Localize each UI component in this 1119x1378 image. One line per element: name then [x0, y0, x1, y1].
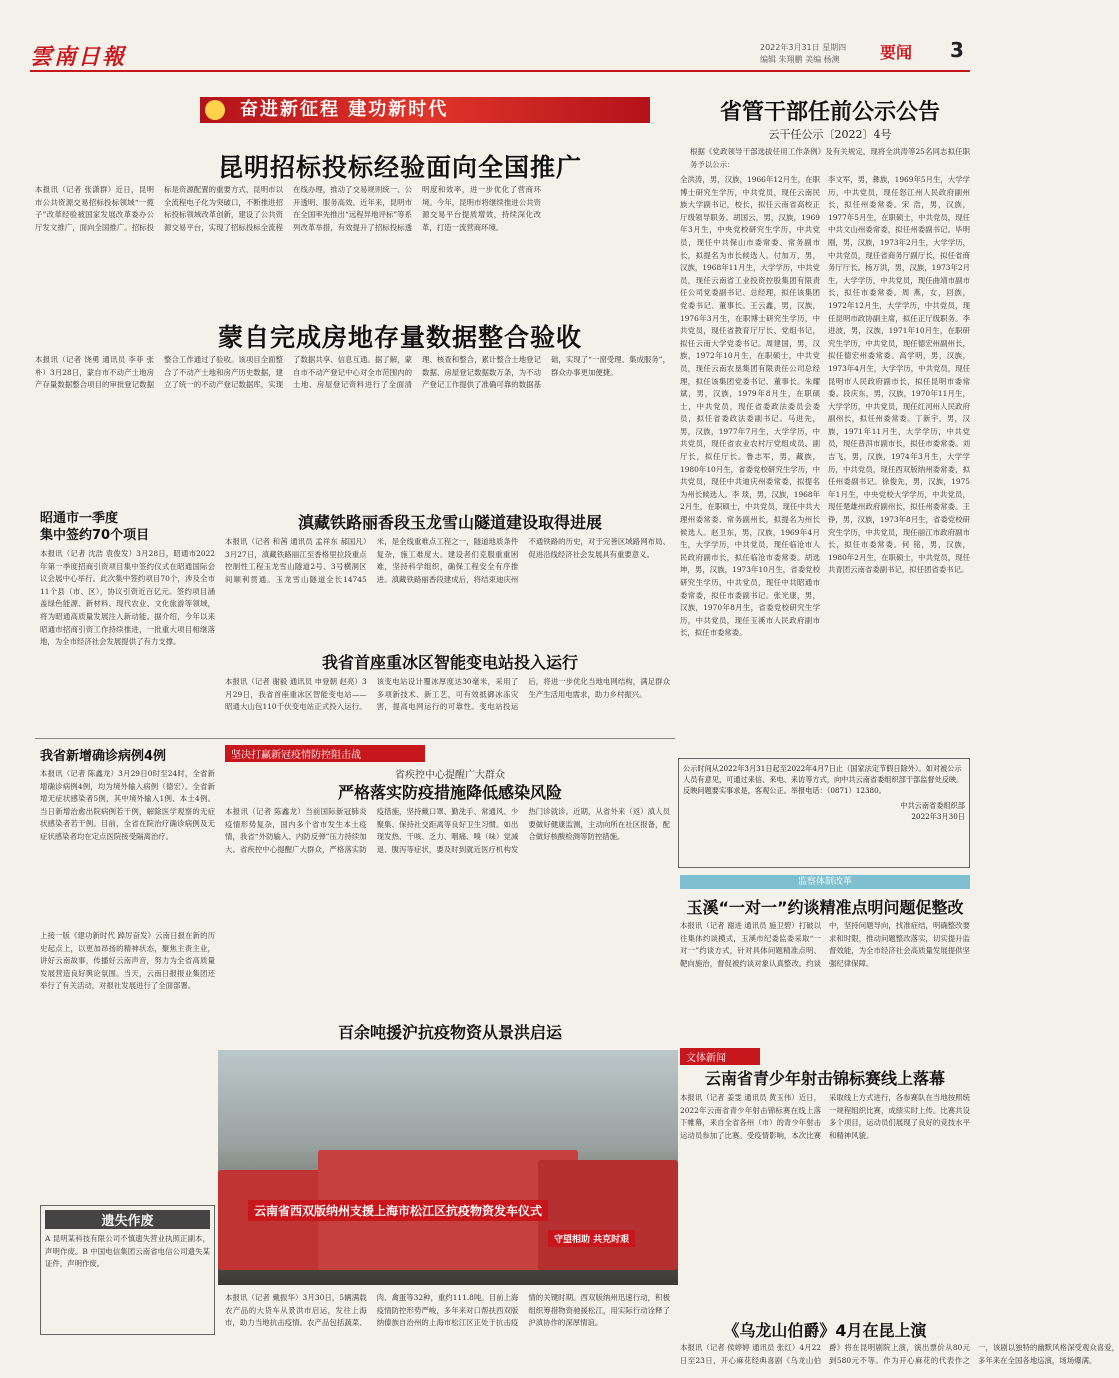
article-headline-shooting: 云南省青少年射击锦标赛线上落幕: [704, 1069, 945, 1088]
article-body-covid-cases: 本报讯（记者 陈鑫龙）3月29日0时至24时，全省新增确诊病例4例，均为境外输入病例（德宏）。全省新增无症状感染者5例，其中境外输入1例、本土4例。当日新增治愈出院病例若干例，解除医学观察的无症状感染者若干例。目前，全省在院治疗确诊病例及无症状感染者均在定点医院接受隔离治疗。: [40, 769, 215, 841]
section-label: 要闻: [880, 43, 913, 62]
supervision-tag: 监察体制改革: [680, 875, 970, 889]
article-body-aid: 本报讯（记者 戴振华）3月30日，5辆满载农产品的大货车从景洪市启运，发往上海市，助力当地抗击疫情。农产品包括蔬菜、肉、禽蛋等32种，重约111.8吨。目前上海疫情防控形势严峻，多年来对口帮扶西双版纳傣族自治州的上海市松江区正处于抗击疫情的关键时期。西双版纳州迅速行动，积极组织筹措物资驰援松江，用实际行动诠释了沪滇协作的深厚情谊。: [225, 1293, 670, 1328]
announcement-title: 省管干部任前公示公告: [719, 100, 940, 125]
section-divider: [35, 738, 675, 739]
announcement-column-1: 全洪涛，男，汉族，1966年12月生，在职博士研究生学历，中共党员，现任云南民族大学副书记，校长，拟任云南省高校正厅级领导职务。胡国云，男，汉族，1969年3月生，中央党校研究生学历，中共党员，现任中共保山市委常委、常务副市长，拟提名为市长候选人。付加万，男，汉族，1968年11月生，大学学历，中共党员，现任云南省工业投资控股集团有限责任公司党委副书记、总经理，拟任该集团党委书记、董事长。王云鑫，男，汉族，1976年3月生，在职博士研究生学历，中共党员，现任省教育厅厅长、党组书记，拟任云南大学党委书记。周建国，男，汉族，1972年10月生，在职硕士，中共党员，现任云南农垦集团有限责任公司总经理，拟任该集团党委书记、董事长。朱耀斌，男，汉族，1979年8月生，在职硕士，中共党员，现任省委政法委员会委员，拟任省委政法委副书记。马进先，男，汉族，1977年7月生，大学学历，中共党员，现任省农业农村厅党组成员、副厅长，拟任厅长。鲁志军，男，藏族，1980年10月生，省委党校研究生学历，中共党员，现任中共迪庆州委常委，拟提名为州长候选人。李 琰，男，汉族，1968年2月生，在职硕士，中共党员，现任中共大理州委常委、常务副州长，拟提名为州长候选人。赵卫东，男，汉族，1969年4月生，大学学历，中共党员，现任临沧市人民政府副市长，拟任临沧市委常委。胡选坤，男，汉族，1973年10月生，省委党校研究生学历，中共党员，现任中共昭通市委常委，拟任市委副书记。张光康，男，汉族，1970年8月生，省委党校研究生学历，中共党员，现任玉溪市人民政府副市长，拟任市委常委。: [680, 175, 820, 638]
photo-banner: 云南省西双版纳州支援上海市松江区抗疫物资发车仪式: [248, 1200, 548, 1221]
editors-line: 编辑 朱翔鹏 美编 杨澳: [760, 55, 840, 64]
announcement-intro: 根据《党政领导干部选拔任用工作条例》及有关规定，现将全洪涛等25名同志拟任职务予以公示：: [690, 147, 970, 169]
announcement-date: 2022年3月30日: [911, 812, 965, 821]
theme-banner-text: 奋进新征程 建功新时代: [240, 99, 449, 120]
announcement-notice: 公示时间从2022年3月31日起至2022年4月7日止（国家法定节假日除外）。如对被公示人员有意见，可通过来信、来电、来访等方式，向中共云南省委组织部干部监督处反映。反映问题要实事求是，客观公正。举报电话：（0871）12380。: [683, 764, 964, 795]
page-number: 3: [950, 38, 964, 62]
article-body-shooting: 本报讯（记者 姜雯 通讯员 黄玉伟）近日，2022年云南省青少年射击锦标赛在线上落下帷幕，来自全省各州（市）的青少年射击运动员参加了比赛。受疫情影响，本次比赛采取线上方式进行，各参赛队在当地按照统一规程组织比赛，成绩实时上传。比赛共设多个项目，运动员们展现了良好的竞技水平和精神风貌。: [680, 1093, 970, 1140]
article-body-zhaotong: 本报讯（记者 沈浩 袁俊发）3月28日，昭通市2022年第一季度招商引资项目集中签约仪式在昭通国际会议会展中心举行。此次集中签约项目70个，涉及全市11个县（市、区），协议引资近百亿元。签约项目涵盖绿色能源、新材料、现代农业、文化旅游等领域，将为昭通高质量发展注入新动能。据介绍，今年以来昭通市招商引资工作持续推进，一批重大项目相继落地，为全市经济社会发展提供了有力支撑。: [40, 549, 215, 647]
masthead-rule: [30, 70, 970, 72]
article-body-continued: 上接一版《建功新时代 踔厉奋发》云南日报在新的历史起点上，以更加昂扬的精神状态，聚焦主责主业，讲好云南故事，传播好云南声音，努力为全省高质量发展营造良好舆论氛围。当天，云南日报报业集团还举行了有关活动，对报社发展进行了全面部署。: [40, 931, 215, 991]
truck-slogan: 守望相助 共克时艰: [548, 1230, 635, 1247]
party-emblem-icon: [205, 100, 225, 120]
announcement-number: 云干任公示〔2022〕4号: [768, 128, 892, 141]
article-headline-opera: 《乌龙山伯爵》4月在昆上演: [723, 1321, 927, 1340]
covid-subtitle: 省疾控中心提醒广大群众: [395, 770, 505, 781]
covid-tag: 坚决打赢新冠疫情防控阻击战: [225, 745, 425, 762]
article-body-bidding: 本报讯（记者 张潇群）近日，昆明市公共资源交易招标投标领域“一揽子”改革经验被国家发展改革委办公厅发文推广，面向全国推广。招标投标是资源配置的重要方式，昆明市以全流程电子化为突破口，不断推进招标投标领域改革创新，建设了公共资源交易平台，实现了招标投标全流程在线办理，推动了交易规则统一、公开透明、服务高效。近年来，昆明市在全国率先推出“远程异地评标”等系列改革举措，有效提升了招标投标透明度和效率，进一步优化了营商环境。今年，昆明市将继续推进公共资源交易平台提质增效，持续深化改革，打造一流营商环境。: [35, 185, 541, 232]
news-photo-trucks: [218, 1050, 678, 1285]
truck-right: [538, 1160, 678, 1270]
issue-date: 2022年3月31日 星期四: [760, 43, 847, 52]
article-headline-covid-cases: 我省新增确诊病例4例: [40, 749, 167, 764]
article-body-mengzi: 本报讯（记者 饶勇 通讯员 李菲 张朴）3月28日，蒙自市不动产土地房产存量数据整合项目的审批登记数据整合工作通过了验收。该项目全面整合了不动产土地和房产历史数据，建立了统一的不动产登记数据库，实现了数据共享、信息互通。据了解，蒙自市不动产登记中心对全市范围内的土地、房屋登记资料进行了全面清理、核查和整合，累计整合土地登记数据、房屋登记数据数万条，为不动产登记工作提供了准确可靠的数据基础，实现了“一窗受理、集成服务”，群众办事更加便捷。: [35, 355, 670, 390]
article-headline-covid: 严格落实防疫措施降低感染风险: [337, 783, 562, 802]
article-body-yuxi: 本报讯（记者 谢进 通讯员 施卫碧）打破以往集体约谈模式，玉溪市纪委监委采取“一对一”约谈方式，针对具体问题精准点明、靶向施治，督促被约谈对象认真整改。约谈中，坚持问题导向，找准症结，明确整改要求和时限，推动问题整改落实，切实提升监督效能，为全市经济社会高质量发展提供坚强纪律保障。: [680, 921, 970, 968]
announcement-signatory: 中共云南省委组织部: [900, 801, 965, 810]
notice-box: [40, 1205, 215, 1335]
article-headline-mengzi: 蒙自完成房地存量数据整合验收: [217, 323, 582, 352]
article-body-substation: 本报讯（记者 谢毅 通讯员 申登朝 赵亮）3月29日，我省首座重冰区智能变电站——昭通大山包110千伏变电站正式投入运行。该变电站设计覆冰厚度达30毫米，采用了多项新技术、新工艺，可有效抵御冰冻灾害，提高电网运行的可靠性。变电站投运后，将进一步优化当地电网结构，满足群众生产生活用电需求，助力乡村振兴。: [225, 677, 670, 712]
article-headline-railway: 滇藏铁路丽香段玉龙雪山隧道建设取得进展: [297, 513, 602, 532]
announcement-notice-box: [678, 758, 970, 868]
article-headline-substation: 我省首座重冰区智能变电站投入运行: [321, 653, 578, 672]
announcement-column-2: 李文军，男，彝族，1969年5月生，大学学历，中共党员，现任怒江州人民政府副州长，拟任州委常委。宋 浩，男，汉族，1977年5月生，在职硕士，中共党员，现任中共文山州委常委，拟任州委副书记。毕明刚，男，汉族，1973年2月生，大学学历，中共党员，现任省商务厅副厅长，拟任省商务厅厅长。杨万洪，男，汉族，1973年2月生，大学学历，中共党员，现任曲靖市副市长，拟任市委常委。周 燕，女，回族，1972年12月生，大学学历，中共党员，现任昆明市政协副主席，拟任正厅级职务。李进波，男，汉族，1971年10月生，在职研究生学历，中共党员，现任德宏州副州长，拟任德宏州委常委。高学明，男，汉族，1973年4月生，大学学历，中共党员，现任昆明市人民政府副市长，拟任昆明市委常委。段庆东，男，汉族，1970年11月生，大学学历，中共党员，现任红河州人民政府副州长，拟任州委常委。丁新宇，男，汉族，1971年11月生，大学学历，中共党员，现任普洱市副市长，拟任市委常委。刘吉飞，男，汉族，1974年3月生，大学学历，中共党员，现任西双版纳州委常委，拟任州委副书记。徐俊先，男，汉族，1975年1月生，中央党校大学学历，中共党员，现任楚雄州政府副州长，拟任州委常委。王 铮，男，汉族，1973年8月生，省委党校研究生学历，中共党员，现任丽江市政府副市长，拟任市委常委。何 铭，男，汉族，1980年2月生，在职硕士，中共党员，现任共青团云南省委副书记，拟任团省委书记。: [828, 175, 970, 575]
newspaper-logo: 雲南日報: [30, 44, 127, 70]
notice-title: 遗失作废: [45, 1210, 210, 1229]
article-body-covid: 本报讯（记者 陈鑫龙）当前国际新冠肺炎疫情形势复杂，国内多个省市发生本土疫情，我省“外防输入、内防反弹”压力持续加大。省疾控中心提醒广大群众，严格落实防疫措施，坚持戴口罩、勤洗手、常通风、少聚集、保持社交距离等良好卫生习惯。如出现发热、干咳、乏力、咽痛、嗅（味）觉减退、腹泻等症状，要及时到就近医疗机构发热门诊就诊。近期，从省外来（返）滇人员要做好健康监测，主动向所在社区报备，配合做好核酸检测等防控措施。: [225, 807, 670, 854]
article-body-opera: 本报讯（记者 侯婷婷 通讯员 张红）4月22日至23日，开心麻花经典喜剧《乌龙山伯爵》将在昆明剧院上演，演出票价从80元到580元不等。作为开心麻花的代表作之一，该剧以独特的幽默风格深受观众喜爱，多年来在全国各地巡演，场场爆满。: [680, 1343, 1119, 1365]
notice-body: A 昆明某科技有限公司不慎遗失营业执照正副本，声明作废。B 中国电信集团云南省电信公司遗失某证件，声明作废。: [45, 1234, 210, 1269]
article-body-railway: 本报讯（记者 和茜 通讯员 孟祥东 郝国凡）3月27日，滇藏铁路丽江至香格里拉段重点控制性工程玉龙雪山隧道2号、3号横洞区间顺利贯通。玉龙雪山隧道全长14745米，是全线重难点工程之一，隧道地质条件复杂，施工难度大。建设者们克服重重困难，坚持科学组织，确保工程安全有序推进。滇藏铁路丽香段建成后，将结束迪庆州不通铁路的历史，对于完善区域路网布局、促进沿线经济社会发展具有重要意义。: [225, 537, 670, 584]
article-headline-bidding: 昆明招标投标经验面向全国推广: [217, 153, 582, 182]
article-headline-zhaotong: 昭通市一季度 集中签约70个项目: [40, 511, 150, 543]
article-headline-yuxi: 玉溪“一对一”约谈精准点明问题促整改: [686, 898, 964, 917]
culture-tag: 文体新闻: [680, 1048, 760, 1065]
article-headline-aid: 百余吨援沪抗疫物资从景洪启运: [337, 1023, 562, 1042]
theme-banner: [200, 97, 650, 123]
